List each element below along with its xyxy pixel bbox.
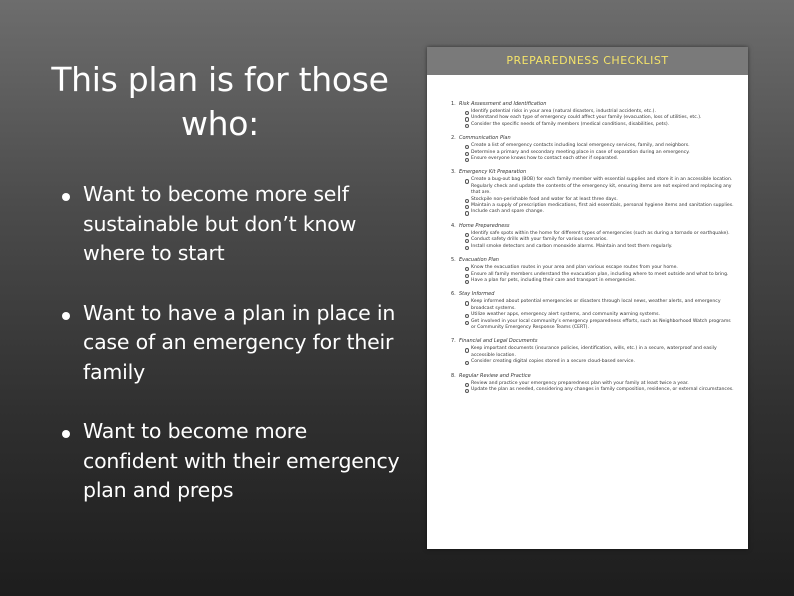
checklist-item: Install smoke detectors and carbon monoxide alarms. Maintain and test them regularly. xyxy=(465,244,734,250)
checklist-item: Know the evacuation routes in your area and plan various escape routes from your home. xyxy=(465,265,734,271)
section-title xyxy=(451,291,734,298)
checklist-item: Identify potential risks in your area (natural disasters, industrial accidents, etc.). xyxy=(465,109,734,115)
checklist-section xyxy=(451,257,734,284)
section-items xyxy=(451,231,734,250)
checklist-item: Have a plan for pets, including their care and transport in emergencies. xyxy=(465,278,734,284)
checklist-item: Create a bug-out bag (BOB) for each family member with essential supplies and store it in an accessible location. Regularly check and update the contents of the emergency kit, ensuring items are not expired and replacing any that are. xyxy=(465,177,734,196)
section-number: 7. xyxy=(451,338,456,345)
section-title-text: Home Preparedness xyxy=(459,222,510,229)
section-number: 5. xyxy=(451,257,456,264)
bullet-dot-icon xyxy=(62,312,70,320)
checklist-item: Maintain a supply of prescription medications, first aid essentials, personal hygiene items and sanitation supplies. xyxy=(465,203,734,209)
audience-item xyxy=(62,417,402,506)
checklist-body xyxy=(427,75,748,393)
section-number: 1. xyxy=(451,101,456,107)
checklist-section xyxy=(451,169,734,215)
checklist-item: Get involved in your local community’s emergency preparedness efforts, such as Neighborhood Watch programs or Community Emergency Response Teams (CERT). xyxy=(465,319,734,332)
section-number: 2. xyxy=(451,135,456,142)
section-title-text: Communication Plan xyxy=(459,135,511,142)
checklist-section xyxy=(451,135,734,162)
checklist-item: Utilize weather apps, emergency alert systems, and community warning systems. xyxy=(465,312,734,318)
section-number: 3. xyxy=(451,169,456,176)
checklist-item: Consider creating digital copies stored in a secure cloud-based service. xyxy=(465,359,734,365)
audience-item-text: Want to become more confident with their emergency plan and preps xyxy=(83,419,400,502)
checklist-section xyxy=(451,223,734,250)
headline: This plan is for those who: xyxy=(51,60,389,143)
section-title xyxy=(451,169,734,176)
checklist-item: Review and practice your emergency preparedness plan with your family at least twice a year. xyxy=(465,381,734,387)
section-title-text: Risk Assessment and Identification xyxy=(459,101,547,107)
checklist-item: Keep informed about potential emergencies or disasters through local news, weather alerts, and emergency broadcast systems. xyxy=(465,299,734,312)
section-title-text: Emergency Kit Preparation xyxy=(459,169,527,176)
checklist-item: Keep important documents (insurance policies, identification, wills, etc.) in a secure, waterproof and easily accessible location. xyxy=(465,346,734,359)
section-title-text: Financial and Legal Documents xyxy=(459,338,538,345)
section-title-text: Regular Review and Practice xyxy=(459,372,531,379)
bullet-dot-icon xyxy=(62,430,70,438)
section-title xyxy=(451,338,734,345)
intro-panel xyxy=(40,58,400,502)
checklist-item: Determine a primary and secondary meeting place in case of separation during an emergency. xyxy=(465,150,734,156)
checklist-item: Conduct safety drills with your family for various scenarios. xyxy=(465,237,734,243)
section-title xyxy=(451,223,734,230)
checklist-page xyxy=(427,47,748,549)
checklist-section xyxy=(451,101,734,128)
section-title-text: Stay Informed xyxy=(459,291,495,298)
section-title-text: Evacuation Plan xyxy=(459,257,499,264)
section-title xyxy=(451,101,734,108)
audience-item xyxy=(62,180,402,269)
checklist-item: Understand how each type of emergency could affect your family (evacuation, loss of utilities, etc.). xyxy=(465,115,734,121)
section-title xyxy=(451,135,734,142)
section-items xyxy=(451,177,734,215)
section-items xyxy=(451,381,734,394)
checklist-section xyxy=(451,373,734,394)
audience-list xyxy=(62,180,402,536)
checklist-item: Identify safe spots within the home for different types of emergencies (such as during a tornado or earthquake). xyxy=(465,231,734,237)
section-items xyxy=(451,346,734,365)
checklist-item: Include cash and spare change. xyxy=(465,209,734,215)
audience-item-text: Want to become more self sustainable but don’t know where to start xyxy=(83,182,357,265)
audience-item-text: Want to have a plan in place in case of an emergency for their family xyxy=(83,300,396,384)
checklist-section xyxy=(451,291,734,331)
checklist-item: Ensure all family members understand the evacuation plan, including where to meet outside and what to bring. xyxy=(465,272,734,278)
checklist-item: Ensure everyone knows how to contact each other if separated. xyxy=(465,156,734,162)
checklist-item: Stockpile non-perishable food and water for at least three days. xyxy=(465,197,734,203)
section-number: 6. xyxy=(451,291,456,298)
checklist-item: Update the plan as needed, considering any changes in family composition, residence, or external circumstances. xyxy=(465,387,734,393)
checklist-item: Consider the specific needs of family members (medical conditions, disabilities, pets). xyxy=(465,122,734,128)
section-items xyxy=(451,109,734,128)
checklist-item: Create a list of emergency contacts including local emergency services, family, and neighbors. xyxy=(465,143,734,149)
bullet-dot-icon xyxy=(62,193,70,201)
audience-item xyxy=(62,299,402,388)
section-items xyxy=(451,143,734,162)
checklist-title: PREPAREDNESS CHECKLIST xyxy=(427,47,748,75)
section-title xyxy=(451,373,734,380)
section-items xyxy=(451,265,734,284)
section-number: 4. xyxy=(451,222,456,229)
section-title xyxy=(451,257,734,264)
checklist-section xyxy=(451,338,734,365)
section-number: 8. xyxy=(451,372,456,379)
section-items xyxy=(451,299,734,331)
